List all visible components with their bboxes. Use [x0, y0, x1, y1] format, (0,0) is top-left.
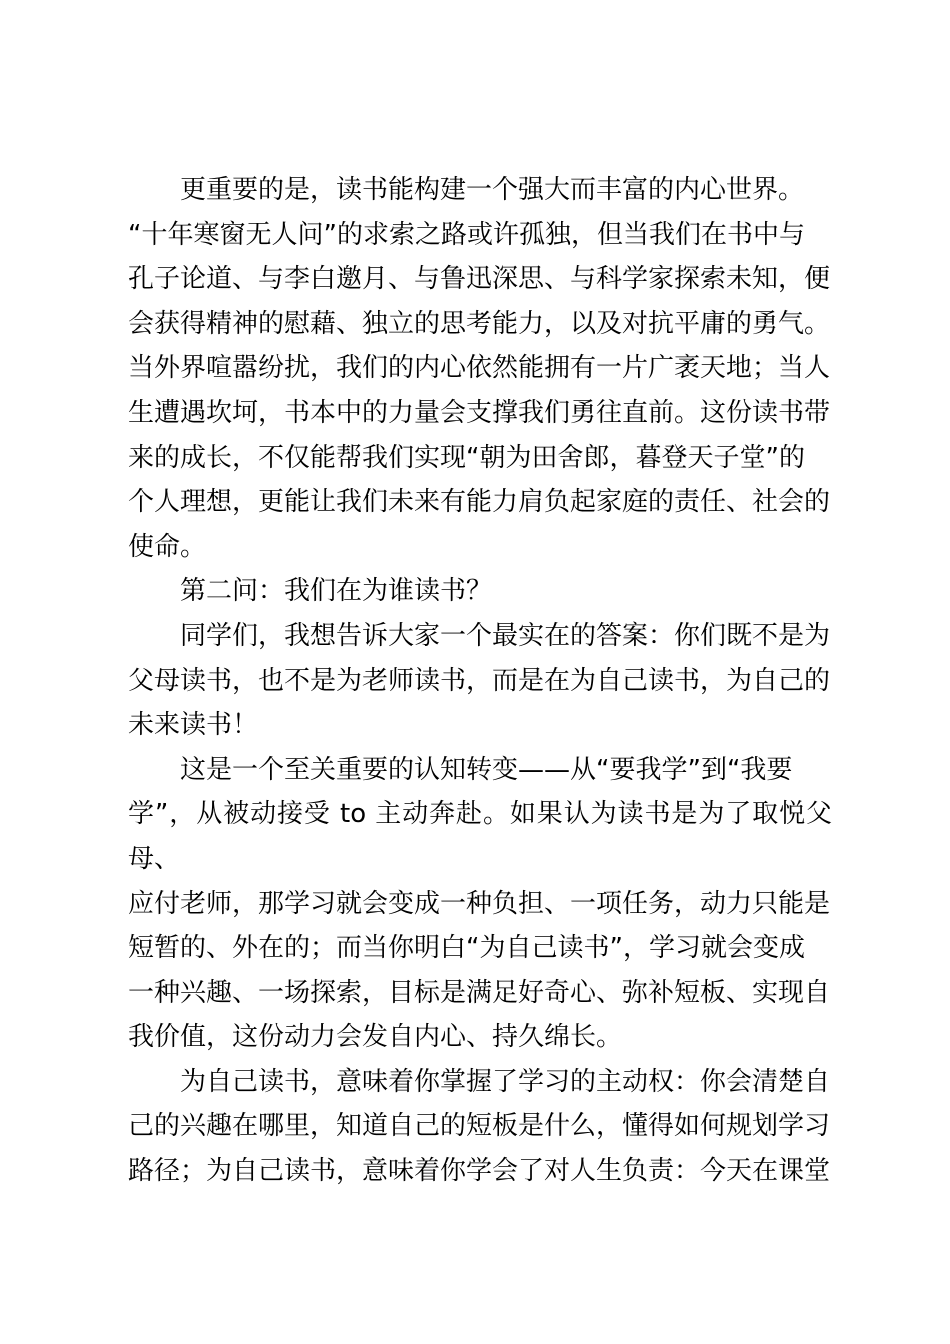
heading-second-question: 第二问：我们在为谁读书？ — [180, 576, 493, 607]
paragraph-mindset-shift: 这是一个至关重要的认知转变——从“要我学”到“我要 学”，从被动接受 to 主动奔赴。如果认为读书是为了取悦父母、 应付老师，那学习就会变成一种负担、一项任务，动力只能是 短暂的、外在的；而当你明白“为自己读书”，学习就会变成 一种兴趣、一场探索，目标是满足好奇心、弥补短板、实现自 我价值，这份动力会发自内心、持久绵长。 — [128, 754, 832, 1053]
paragraph-inner-world: 更重要的是，读书能构建一个强大而丰富的内心世界。 “十年寒窗无人问”的求索之路或许孤独，但当我们在书中与 孔子论道、与李白邀月、与鲁迅深思、与科学家探索未知，便 会获得精神的慰藉、独立的思考能力，以及对抗平庸的勇气。 当外界喧嚣纷扰，我们的内心依然能拥有一片广袤天地；当人 生遭遇坎坷，书本中的力量会支撑我们勇往直前。这份读书带 来的成长，不仅能帮我们实现“朝为田舍郎，暮登天子堂”的 个人理想，更能让我们未来有能力肩负起家庭的责任、社会的 使命。 — [128, 175, 831, 562]
paragraph-answer: 同学们，我想告诉大家一个最实在的答案：你们既不是为 父母读书，也不是为老师读书，而是在为自己读书，为自己的 未来读书！ — [128, 620, 831, 741]
paragraph-read-for-self: 为自己读书，意味着你掌握了学习的主动权：你会清楚自 己的兴趣在哪里，知道自己的短板是什么，懂得如何规划学习 路径；为自己读书，意味着你学会了对人生负责：今天在课堂 — [128, 1066, 831, 1187]
document-body — [128, 168, 832, 1194]
